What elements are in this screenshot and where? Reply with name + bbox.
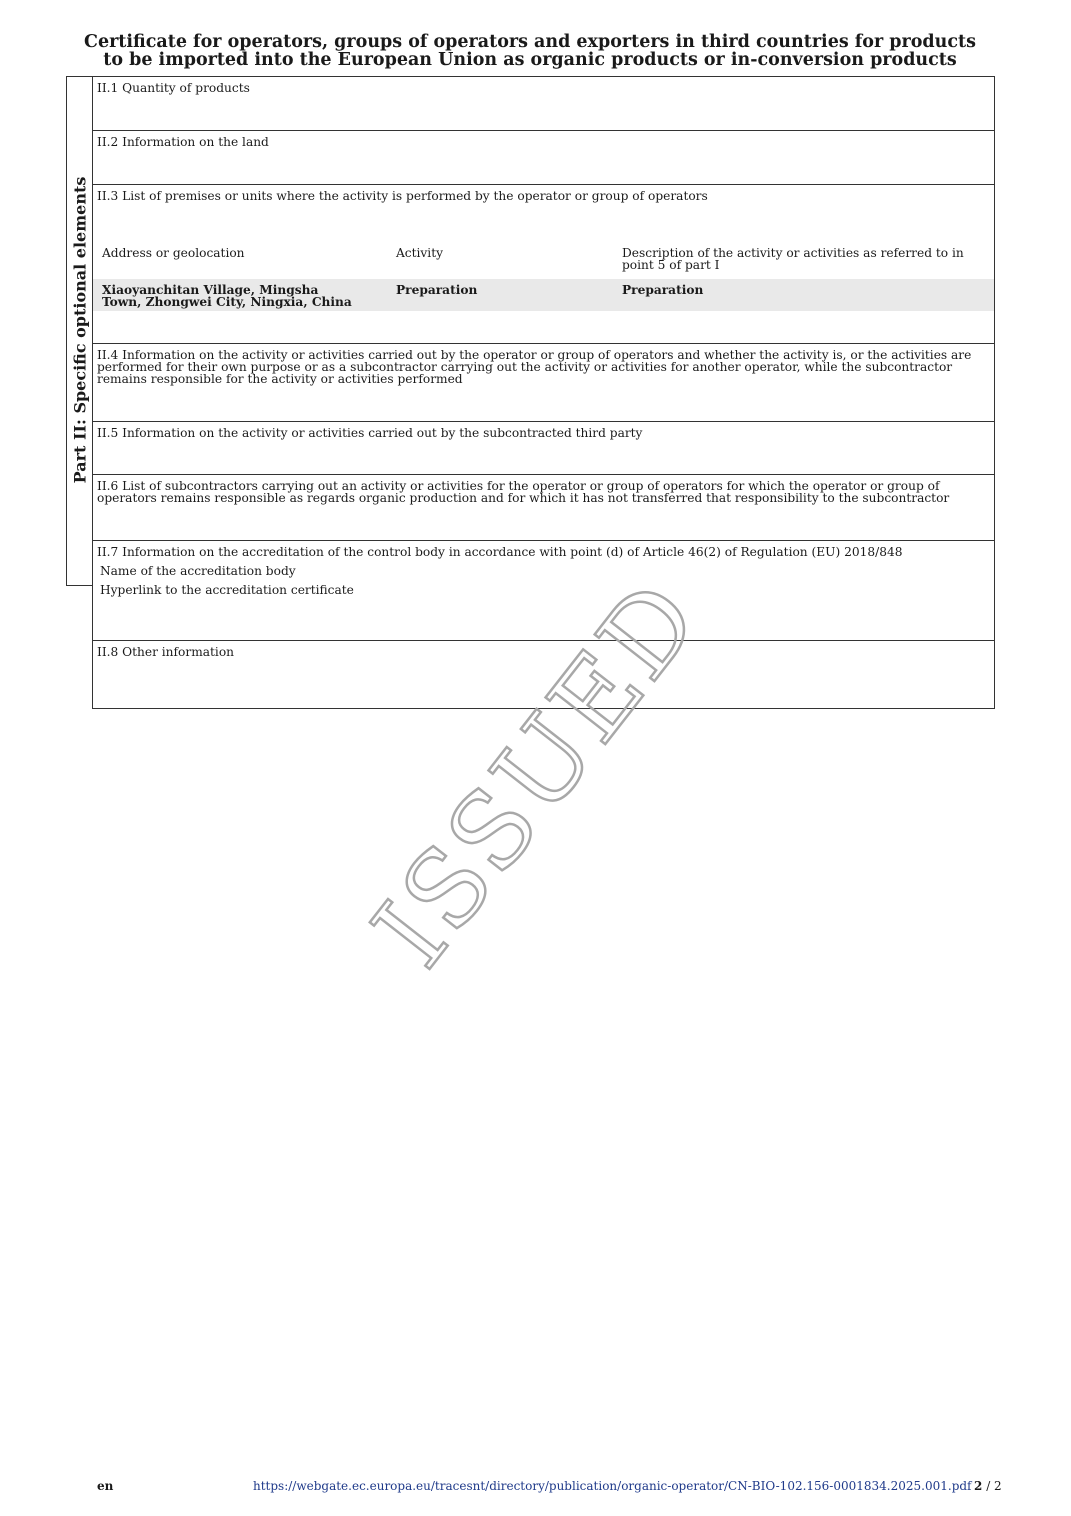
section-label: II.6 List of subcontractors carrying out an activity or activities for the operator or group of operators for which the operator or group of operators remains responsible as regards organic production and for which it has not transferred that responsibility to the subcontractor <box>97 479 950 505</box>
section-land <box>93 131 994 185</box>
document-link[interactable]: https://webgate.ec.europa.eu/tracesnt/directory/publication/organic-operator/CN-BIO-102.156-0001834.2025.001.pdf <box>253 1479 972 1493</box>
section-premises <box>93 185 994 344</box>
table-cell-address: Xiaoyanchitan Village, Mingsha Town, Zhongwei City, Ningxia, China <box>102 283 352 309</box>
section-quantity <box>93 77 994 131</box>
page-current: 2 <box>974 1479 983 1493</box>
section-label: II.3 List of premises or units where the activity is performed by the operator or group of operators <box>97 189 708 203</box>
language-code: en <box>97 1479 114 1493</box>
page-footer <box>0 1478 1071 1494</box>
table-cell-description: Preparation <box>622 283 704 297</box>
section-label: II.5 Information on the activity or activities carried out by the subcontracted third party <box>97 426 643 440</box>
section-label: II.1 Quantity of products <box>97 81 250 95</box>
section-accreditation <box>93 541 994 641</box>
certificate-form <box>92 76 995 709</box>
accreditation-certificate-link: Hyperlink to the accreditation certificate <box>100 583 354 597</box>
page-total: / 2 <box>986 1479 1002 1493</box>
part-label: Part II: Specific optional elements <box>70 176 90 484</box>
section-label: II.7 Information on the accreditation of the control body in accordance with point (d) of Article 46(2) of Regulation (EU) 2018/848 <box>97 545 903 559</box>
section-label: II.4 Information on the activity or activities carried out by the operator or group of operators and whether the activity is, or the activities are performed for their own purpose or as a subcontractor carrying out the activity or activities for another operator, while the subcontractor remains responsible for the activity or activities performed <box>97 348 972 386</box>
section-activity-info <box>93 344 994 422</box>
column-header: Address or geolocation <box>102 246 245 260</box>
document-title: Certificate for operators, groups of operators and exporters in third countries for products to be imported into the European Union as organic products or in-conversion products <box>84 32 976 70</box>
table-row <box>93 279 994 311</box>
accreditation-body-name: Name of the accreditation body <box>100 564 296 578</box>
table-header <box>93 242 994 276</box>
section-other-info <box>93 641 994 708</box>
section-subcontracted-party <box>93 422 994 475</box>
section-label: II.8 Other information <box>97 645 235 659</box>
section-label: II.2 Information on the land <box>97 135 269 149</box>
section-subcontractors <box>93 475 994 541</box>
page-number <box>974 1478 1002 1494</box>
issued-watermark: ISSUED <box>349 557 725 989</box>
column-header: Activity <box>396 246 443 260</box>
column-header: Description of the activity or activities as referred to in point 5 of part I <box>622 246 964 272</box>
table-cell-activity: Preparation <box>396 283 478 297</box>
